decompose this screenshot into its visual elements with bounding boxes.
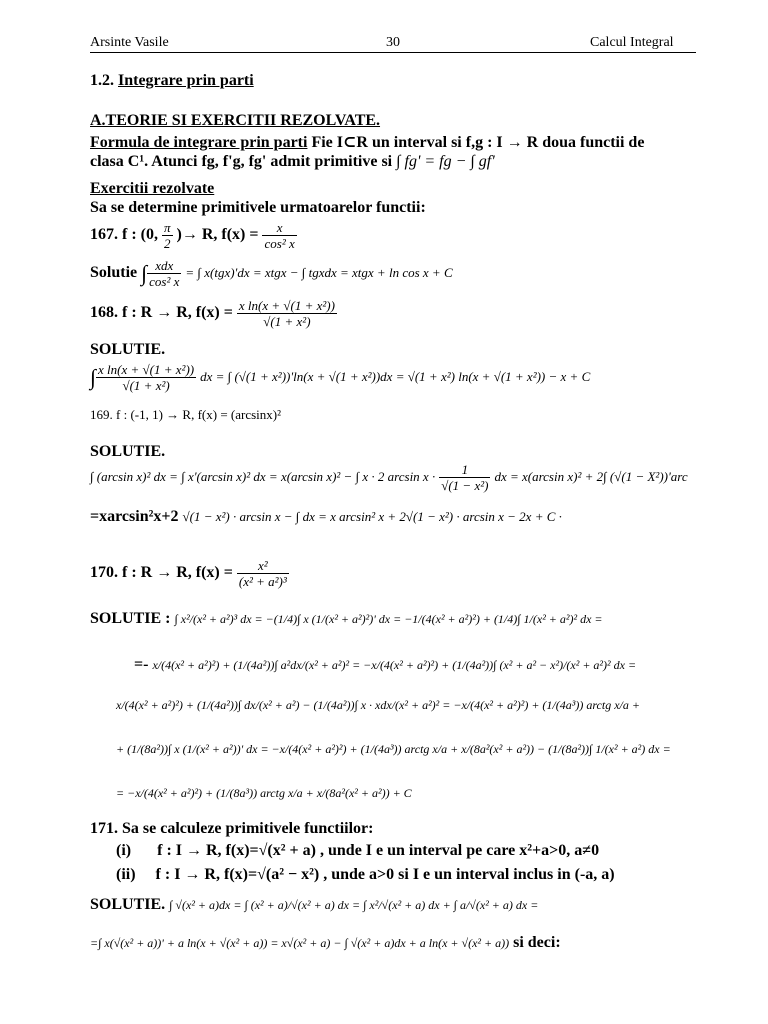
ex168-def-num: x ln(x + √(1 + x²)) [238, 298, 335, 313]
section-number: 1.2. [90, 72, 114, 89]
ex168-solution-rest: dx = ∫ (√(1 + x²))'ln(x + √(1 + x²))dx = √(1 + x²) ln(x + √(1 + x²)) − x + C [200, 369, 591, 385]
ex171-i-label: (i) [116, 842, 132, 859]
ex170-line-3: x/(4(x² + a²)²) + (1/(4a²))∫ dx/(x² + a²) − (1/(4a²))∫ x · xdx/(x² + a²)² = −x/(4(x² + a²)²) + (1/(4a³)) arctg x/a + [116, 698, 640, 712]
formula-text-1: Fie I⊂R un interval si f,g : I → R doua functii de [311, 134, 645, 151]
theory-heading: A.TEORIE SI EXERCITII REZOLVATE. [90, 112, 381, 129]
ex167-solution-rest: = ∫ x(tgx)'dx = xtgx − ∫ tgxdx = xtgx + ln cos x + C [185, 265, 453, 281]
ex171-item-ii [116, 866, 615, 884]
formula-line-2 [90, 153, 495, 171]
ex169-line1-post: dx = x(arcsin x)² + 2∫ (√(1 − X²))'arc [494, 469, 688, 485]
ex171-solution-line-1 [90, 896, 538, 914]
integral-sign: ∫ [141, 260, 148, 286]
ex168-sol-den: √(1 + x²) [96, 377, 196, 393]
ex167-solution-label: Solutie [90, 264, 138, 282]
ex170-statement [90, 558, 289, 589]
header-rule [90, 52, 696, 53]
ex169-line1-pre: ∫ (arcsin x)² dx = ∫ x'(arcsin x)² dx = x(arcsin x)² − ∫ x · 2 arcsin x · [90, 469, 436, 485]
ex170-line-4: + (1/(8a²))∫ x (1/(x² + a²))' dx = −x/(4(x² + a²)²) + (1/(4a³)) arctg x/a + x/(8a²(x² + a²)) − (1/(8a²))∫ 1/(x² + a²) dx = [116, 742, 671, 756]
formula-label: Formula de integrare prin parti [90, 134, 308, 151]
ex168-solution [90, 362, 590, 393]
ex169-line-2 [90, 508, 562, 526]
ex170-line-2 [134, 656, 636, 674]
exercises-heading: Exercitii rezolvate [90, 180, 215, 197]
integral-sign: ∫ [90, 364, 97, 390]
formula-text-2: clasa C¹. Atunci fg, f'g, fg' admit primitive si [90, 153, 393, 170]
ex170-l2: x/(4(x² + a²)²) + (1/(4a²))∫ a²dx/(x² + a²)² = −x/(4(x² + a²)²) + (1/(4a²))∫ (x² + a² − x²)/(x² + a²)² dx = [152, 658, 637, 672]
ex168-def-den: √(1 + x²) [237, 313, 337, 329]
header-course: Calcul Integral [590, 35, 674, 50]
formula-math: ∫ fg' = fg − ∫ gf' [396, 153, 495, 170]
ex167-pi-fraction [162, 220, 173, 251]
ex167-statement [90, 220, 297, 251]
ex169-line-1 [90, 462, 688, 493]
ex170-def-num: x² [257, 558, 268, 573]
ex168-sol-num: x ln(x + √(1 + x²)) [98, 362, 195, 377]
ex167-sol-den: cos² x [149, 274, 180, 289]
ex167-def-den: cos² x [264, 236, 295, 251]
ex167-statement-pre: 167. f : (0, [90, 226, 158, 244]
ex168-statement [90, 298, 337, 329]
ex171-i-text: f : I → R, f(x)=√(x² + a) , unde I e un interval pe care x²+a>0, a≠0 [157, 842, 600, 859]
ex169-frac-num: 1 [461, 462, 469, 477]
ex169-line2-bold: =xarcsin²x+2 [90, 508, 179, 525]
ex169-statement: 169. f : (-1, 1) → R, f(x) = (arcsinx)² [90, 407, 282, 422]
ex167-solution-fraction [147, 258, 181, 289]
ex170-statement-text: 170. f : R → R, f(x) = [90, 564, 233, 582]
header-page-number: 30 [386, 35, 400, 50]
ex170-l1: ∫ x²/(x² + a²)³ dx = −(1/4)∫ x (1/(x² + a²)²)' dx = −1/(4(x² + a²)²) + (1/4)∫ 1/(x² + a²)² dx = [174, 612, 603, 626]
ex170-line-5: = −x/(4(x² + a²)²) + (1/(8a³)) arctg x/a + x/(8a²(x² + a²)) + C [116, 786, 412, 800]
ex167-sol-num: xdx [155, 258, 174, 273]
ex167-def-num: x [276, 220, 283, 235]
ex169-frac-den: √(1 − x²) [441, 478, 489, 493]
ex167-def-fraction [262, 220, 296, 251]
section-name: Integrare prin parti [118, 72, 254, 89]
ex168-solution-label: SOLUTIE. [90, 341, 166, 358]
ex171-statement: 171. Sa se calculeze primitivele functiilor: [90, 820, 374, 837]
section-title [90, 72, 254, 90]
ex167-pi-den: 2 [162, 235, 173, 251]
ex171-ii-text: f : I → R, f(x)=√(a² − x²) , unde a>0 si I e un interval inclus in (-a, a) [155, 866, 615, 883]
ex171-s1: ∫ √(x² + a)dx = ∫ (x² + a)/√(x² + a) dx = ∫ x²/√(x² + a) dx + ∫ a/√(x² + a) dx = [169, 898, 539, 912]
instruction: Sa se determine primitivele urmatoarelor functii: [90, 199, 426, 216]
ex171-ii-label: (ii) [116, 866, 136, 883]
ex167-pi-num: π [163, 220, 171, 235]
ex167-solution [90, 258, 453, 289]
ex171-solution-line-2 [90, 934, 561, 952]
ex171-item-i [116, 842, 599, 860]
ex171-solution-label: SOLUTIE. [90, 896, 166, 913]
ex170-solution-label: SOLUTIE : [90, 610, 171, 627]
ex168-def-fraction [237, 298, 337, 329]
ex171-s2-tail: si deci: [513, 934, 561, 951]
ex170-def-fraction [237, 558, 289, 589]
formula-line-1 [90, 132, 644, 152]
ex168-solution-fraction [96, 362, 196, 393]
ex170-def-den: (x² + a²)³ [238, 574, 287, 589]
ex168-statement-text: 168. f : R → R, f(x) = [90, 304, 233, 322]
header-author: Arsinte Vasile [90, 35, 169, 50]
ex170-line-1 [90, 610, 603, 628]
ex169-line2-rest: √(1 − x²) · arcsin x − ∫ dx = x arcsin² x + 2√(1 − x²) · arcsin x − 2x + C · [182, 509, 562, 524]
ex169-solution-label: SOLUTIE. [90, 443, 166, 460]
ex171-s2: =∫ x(√(x² + a))' + a ln(x + √(x² + a)) = x√(x² + a) − ∫ √(x² + a)dx + a ln(x + √(x² + a)) [90, 936, 510, 950]
ex169-line1-fraction [439, 462, 490, 493]
ex167-statement-post: )→ R, f(x) = [176, 226, 259, 244]
ex170-l2-bold: =- [134, 656, 149, 673]
